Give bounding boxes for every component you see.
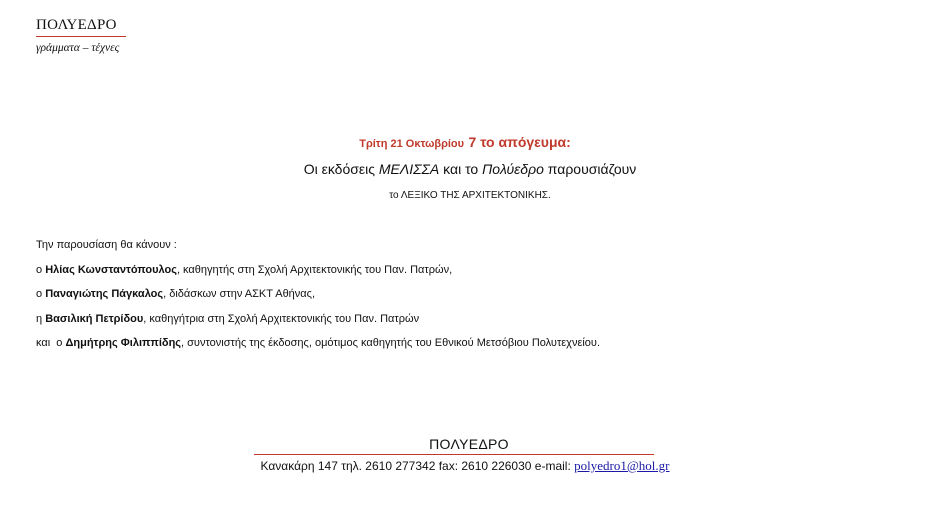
footer-divider bbox=[254, 454, 654, 455]
speaker-name: Παναγιώτης Πάγκαλος bbox=[45, 288, 164, 300]
brand-tagline: γράμματα – τέχνες bbox=[36, 42, 120, 54]
speakers-list bbox=[36, 238, 600, 361]
speaker-role: , καθηγήτρια στη Σχολή Αρχιτεκτονικής του Παν. Πατρών bbox=[143, 312, 420, 325]
speaker-name: Βασιλική Πετρίδου bbox=[45, 312, 144, 325]
footer-name: ΠΟΛΥΕΔΡΟ bbox=[429, 436, 509, 452]
speakers-intro: Την παρουσίαση θα κάνουν : bbox=[36, 239, 177, 251]
event-date-prefix: Τρίτη 21 Οκτωβρίου bbox=[359, 138, 465, 150]
announcement-part2: και το bbox=[439, 161, 483, 177]
brand-header bbox=[36, 16, 128, 55]
speaker-role: , καθηγητής στη Σχολή Αρχιτεκτονικής του Παν. Πατρών, bbox=[176, 263, 453, 276]
speaker-role: , συντονιστής της έκδοσης, ομότιμος καθηγητής του Εθνικού Μετσόβιου Πολυτεχνείου. bbox=[181, 337, 600, 349]
event-time: 7 το απόγευμα: bbox=[468, 134, 571, 150]
speaker-prefix: ο bbox=[36, 263, 46, 276]
footer bbox=[0, 436, 930, 474]
publisher-melissa: ΜΕΛΙΣΣΑ bbox=[378, 161, 440, 177]
announcement-part1: Οι εκδόσεις bbox=[303, 161, 379, 177]
speaker-item bbox=[36, 287, 600, 312]
footer-contact-text: Κανακάρη 147 τηλ. 2610 277342 fax: 2610 226030 e-mail: bbox=[260, 459, 575, 473]
speaker-prefix: και ο bbox=[36, 337, 66, 349]
speaker-item bbox=[36, 312, 600, 337]
speaker-role: , διδάσκων στην ΑΣΚΤ Αθήνας, bbox=[163, 288, 316, 300]
speaker-name: Δημήτρης Φιλιππίδης bbox=[65, 337, 182, 349]
event-subject: το ΛΕΞΙΚΟ ΤΗΣ ΑΡΧΙΤΕΚΤΟΝΙΚΗΣ. bbox=[389, 190, 551, 201]
speaker-name: Ηλίας Κωνσταντόπουλος bbox=[45, 263, 177, 276]
publisher-polyedro: Πολύεδρο bbox=[482, 161, 544, 177]
speaker-item bbox=[36, 336, 600, 361]
footer-contact bbox=[0, 458, 930, 474]
speaker-item bbox=[36, 263, 600, 288]
event-announcement bbox=[0, 161, 930, 177]
footer-email-link[interactable]: polyedro1@hol.gr bbox=[574, 458, 670, 473]
speaker-prefix: η bbox=[36, 312, 46, 325]
brand-divider bbox=[36, 36, 126, 37]
event-date bbox=[0, 134, 930, 152]
announcement-part3: παρουσιάζουν bbox=[543, 161, 637, 177]
speaker-prefix: ο bbox=[36, 288, 46, 300]
brand-name: ΠΟΛΥΕΔΡΟ bbox=[36, 17, 117, 33]
